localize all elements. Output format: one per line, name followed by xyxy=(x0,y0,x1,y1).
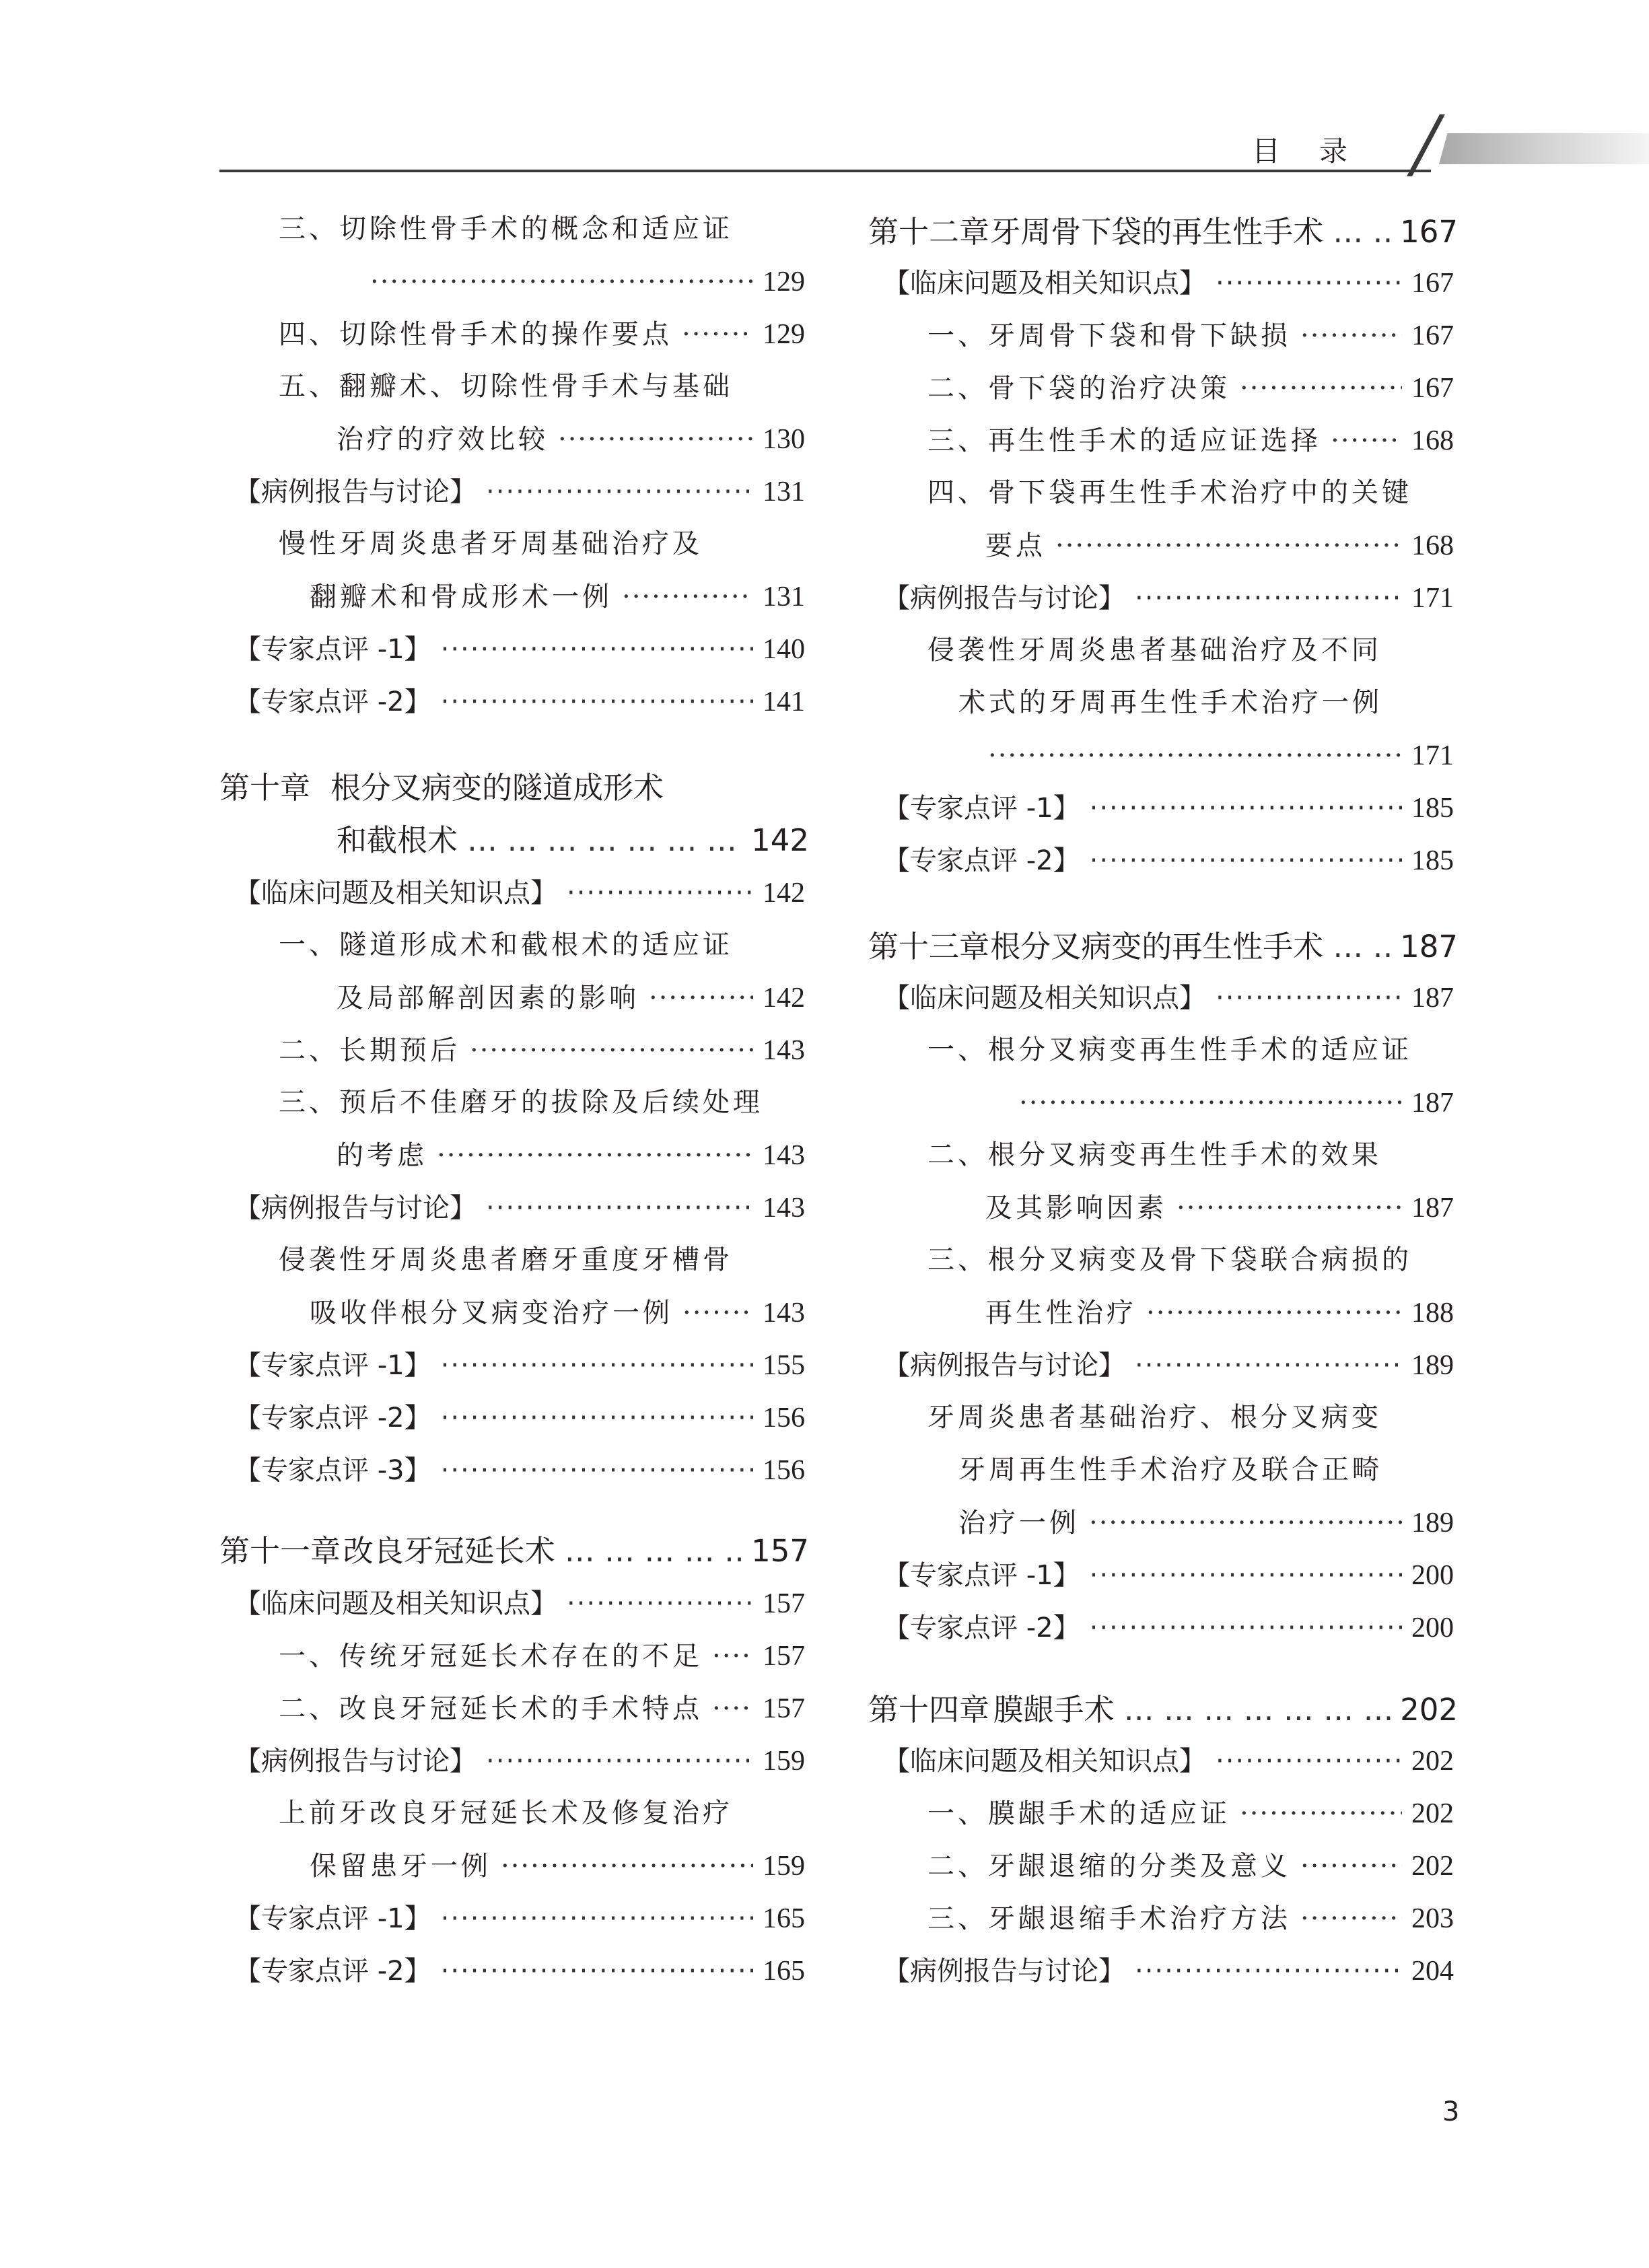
toc-entry-cont[interactable]: ····· 129 xyxy=(370,268,805,296)
toc-entry[interactable]: 慢性牙周炎患者牙周基础治疗及 xyxy=(279,528,703,559)
dot-leader xyxy=(441,1905,753,1932)
toc-section[interactable]: 【病例报告与讨论】 ····· 131 xyxy=(234,478,805,506)
header-rule xyxy=(219,170,1431,172)
dot-leader xyxy=(1090,1562,1402,1589)
toc-chapter[interactable]: 第十三章 根分叉病变的再生性手术 … … … … … … … … … … … … … … … … … … … … … … … … … … … … … … … … … … … … 187 xyxy=(868,931,1458,962)
dot-leader xyxy=(622,583,753,610)
dot-leader xyxy=(1055,532,1402,559)
dot-leader xyxy=(1135,1958,1402,1985)
toc-section[interactable]: 【专家点评 -2】 ····· 185 xyxy=(883,847,1454,875)
dot-leader xyxy=(1240,375,1402,402)
toc-entry[interactable]: 一、牙周骨下袋和骨下缺损 ····· 167 xyxy=(927,322,1454,350)
dot-leader xyxy=(565,1536,742,1566)
dot-leader xyxy=(1300,1853,1402,1880)
toc-entry-cont[interactable]: 及其影响因素 ····· 187 xyxy=(985,1194,1454,1222)
toc-entry[interactable]: 二、牙龈退缩的分类及意义 ····· 202 xyxy=(927,1852,1454,1880)
dot-leader xyxy=(486,479,753,505)
dot-leader xyxy=(682,321,753,348)
toc-entry[interactable]: 三、牙龈退缩手术治疗方法 ····· 203 xyxy=(927,1905,1454,1933)
dot-leader xyxy=(1216,1748,1402,1775)
toc-entry[interactable]: 侵袭性牙周炎患者磨牙重度牙槽骨 xyxy=(279,1244,733,1275)
toc-entry[interactable]: 四、骨下袋再生性手术治疗中的关键 xyxy=(927,477,1412,508)
toc-chapter[interactable]: 第十二章 牙周骨下袋的再生性手术 … … … … … … … … … … … … … … … … … … … … … … … … … … … … … … … … … … … … 167 xyxy=(868,217,1458,247)
dot-leader xyxy=(1135,585,1402,612)
dot-leader xyxy=(1090,847,1402,874)
dot-leader xyxy=(1216,270,1402,297)
toc-entry-cont[interactable]: 治疗一例 ····· 189 xyxy=(958,1509,1454,1537)
toc-entry-cont[interactable]: 保留患牙一例 ····· 159 xyxy=(310,1852,805,1880)
toc-entry[interactable]: 一、膜龈手术的适应证 ····· 202 xyxy=(927,1800,1454,1828)
toc-section[interactable]: 【专家点评 -1】 ····· 185 xyxy=(883,794,1454,822)
toc-section[interactable]: 【专家点评 -2】 ····· 165 xyxy=(234,1957,805,1985)
dot-leader xyxy=(1146,1300,1402,1326)
toc-section[interactable]: 【临床问题及相关知识点】 ····· 157 xyxy=(234,1590,805,1618)
dot-leader xyxy=(441,1405,753,1431)
toc-section[interactable]: 【临床问题及相关知识点】 ····· 187 xyxy=(883,984,1454,1012)
dot-leader xyxy=(1333,931,1391,962)
toc-section[interactable]: 【专家点评 -2】 ····· 200 xyxy=(883,1614,1454,1642)
dot-leader xyxy=(1135,1352,1402,1379)
toc-chapter[interactable]: 第十一章 改良牙冠延长术 … … … … … … … … … … … … … … … … … … … … … … … … … … … … … … … … … … … … 157 xyxy=(219,1536,809,1566)
dot-leader xyxy=(1019,1090,1402,1117)
header-gradient-bar xyxy=(1439,133,1649,164)
dot-leader xyxy=(441,688,753,715)
toc-entry-cont[interactable]: 要点 ····· 168 xyxy=(985,532,1454,560)
toc-section[interactable]: 【病例报告与讨论】 ····· 189 xyxy=(883,1351,1454,1380)
dot-leader xyxy=(486,1195,753,1221)
dot-leader xyxy=(441,1958,753,1985)
toc-entry[interactable]: 三、切除性骨手术的概念和适应证 xyxy=(279,213,733,244)
toc-entry-cont[interactable]: 翻瓣术和骨成形术一例 ····· 131 xyxy=(310,583,805,611)
dot-leader xyxy=(1089,1510,1402,1536)
dot-leader xyxy=(1124,1695,1391,1725)
toc-section[interactable]: 【专家点评 -1】 ····· 155 xyxy=(234,1351,805,1380)
dot-leader xyxy=(988,742,1402,769)
toc-chapter[interactable]: 第十章 根分叉病变的隧道成形术 xyxy=(219,770,664,806)
dot-leader xyxy=(1331,427,1402,454)
page-number: 3 xyxy=(1442,2096,1460,2127)
toc-entry[interactable]: 五、翻瓣术、切除性骨手术与基础 xyxy=(279,371,733,402)
dot-leader xyxy=(712,1643,753,1670)
toc-entry[interactable]: 上前牙改良牙冠延长术及修复治疗 xyxy=(279,1798,733,1829)
dot-leader xyxy=(558,426,753,453)
dot-leader xyxy=(441,1457,753,1484)
toc-section[interactable]: 【专家点评 -1】 ····· 200 xyxy=(883,1561,1454,1590)
dot-leader xyxy=(1333,217,1391,247)
dot-leader xyxy=(1300,322,1402,349)
toc-entry-cont[interactable]: ····· 171 xyxy=(988,742,1454,770)
toc-entry-cont[interactable]: ····· 187 xyxy=(1019,1089,1454,1117)
dot-leader xyxy=(1216,985,1402,1012)
toc-chapter[interactable]: 第十四章 膜龈手术 … … … … … … … … … … … … … … … … … … … … … … … … … … … … … … … … … … … … 202 xyxy=(868,1695,1458,1725)
dot-leader xyxy=(441,636,753,663)
dot-leader xyxy=(486,1748,753,1775)
toc-entry[interactable]: 牙周炎患者基础治疗、根分叉病变 xyxy=(927,1402,1382,1433)
toc-entry-cont[interactable]: 及局部解剖因素的影响 ····· 142 xyxy=(337,984,805,1012)
dot-leader xyxy=(1090,1615,1402,1641)
toc-entry-cont[interactable]: 术式的牙周再生性手术治疗一例 xyxy=(958,687,1382,718)
toc-entry[interactable]: 三、预后不佳磨牙的拔除及后续处理 xyxy=(279,1087,763,1118)
toc-section[interactable]: 【专家点评 -2】 ····· 156 xyxy=(234,1404,805,1432)
toc-section[interactable]: 【专家点评 -3】 ····· 156 xyxy=(234,1456,805,1485)
toc-entry[interactable]: 一、隧道形成术和截根术的适应证 xyxy=(279,929,733,960)
toc-entry[interactable]: 一、根分叉病变再生性手术的适应证 xyxy=(927,1034,1412,1065)
toc-entry[interactable]: 一、传统牙冠延长术存在的不足 ····· 157 xyxy=(279,1642,805,1670)
toc-entry-cont[interactable]: 的考虑 ····· 143 xyxy=(337,1141,805,1170)
toc-section[interactable]: 【临床问题及相关知识点】 ····· 202 xyxy=(883,1747,1454,1775)
header-slash-decoration xyxy=(1407,114,1445,176)
toc-section[interactable]: 【专家点评 -1】 ····· 165 xyxy=(234,1905,805,1933)
dot-leader xyxy=(370,269,753,295)
toc-entry[interactable]: 三、再生性手术的适应证选择 ····· 168 xyxy=(927,427,1454,455)
dot-leader xyxy=(712,1695,753,1722)
toc-section[interactable]: 【病例报告与讨论】 ····· 143 xyxy=(234,1194,805,1222)
toc-entry[interactable]: 四、切除性骨手术的操作要点 ····· 129 xyxy=(279,320,805,349)
dot-leader xyxy=(1090,795,1402,822)
dot-leader xyxy=(470,1037,753,1064)
dot-leader xyxy=(1240,1800,1402,1827)
dot-leader xyxy=(441,1352,753,1379)
toc-entry[interactable]: 二、骨下袋的治疗决策 ····· 167 xyxy=(927,374,1454,402)
toc-entry[interactable]: 侵袭性牙周炎患者基础治疗及不同 xyxy=(927,635,1382,666)
dot-leader xyxy=(567,880,753,907)
toc-section[interactable]: 【病例报告与讨论】 ····· 171 xyxy=(883,584,1454,612)
toc-section[interactable]: 【病例报告与讨论】 ····· 159 xyxy=(234,1747,805,1775)
toc-entry-cont[interactable]: 再生性治疗 ····· 188 xyxy=(985,1299,1454,1327)
toc-entry-cont[interactable]: 治疗的疗效比较 ····· 130 xyxy=(337,425,805,454)
dot-leader xyxy=(1177,1195,1402,1221)
toc-section[interactable]: 【病例报告与讨论】 ····· 204 xyxy=(883,1957,1454,1985)
toc-entry[interactable]: 二、长期预后 ····· 143 xyxy=(279,1036,805,1065)
toc-section[interactable]: 【临床问题及相关知识点】 ····· 167 xyxy=(883,269,1454,297)
toc-entry[interactable]: 二、根分叉病变再生性手术的效果 xyxy=(927,1139,1382,1170)
dot-leader xyxy=(1300,1905,1402,1932)
dot-leader xyxy=(649,985,753,1012)
dot-leader xyxy=(467,825,742,855)
dot-leader xyxy=(437,1142,753,1169)
dot-leader xyxy=(501,1853,753,1880)
toc-chapter-cont[interactable]: 和截根术 … … … … … … … … … … … … … … … … … … … … … … … … … … … … … … … … … … … … 142 xyxy=(337,825,809,855)
page-header-title: 目录 xyxy=(1252,135,1387,168)
toc-entry-cont[interactable]: 吸收伴根分叉病变治疗一例 ····· 143 xyxy=(310,1299,805,1327)
toc-entry[interactable]: 二、改良牙冠延长术的手术特点 ····· 157 xyxy=(279,1695,805,1723)
toc-section[interactable]: 【专家点评 -2】 ····· 141 xyxy=(234,688,805,716)
dot-leader xyxy=(567,1590,753,1617)
toc-section[interactable]: 【临床问题及相关知识点】 ····· 142 xyxy=(234,879,805,907)
toc-entry-cont[interactable]: 牙周再生性手术治疗及联合正畸 xyxy=(958,1454,1382,1485)
toc-entry[interactable]: 三、根分叉病变及骨下袋联合病损的 xyxy=(927,1244,1412,1275)
toc-section[interactable]: 【专家点评 -1】 ····· 140 xyxy=(234,635,805,664)
dot-leader xyxy=(682,1300,753,1326)
